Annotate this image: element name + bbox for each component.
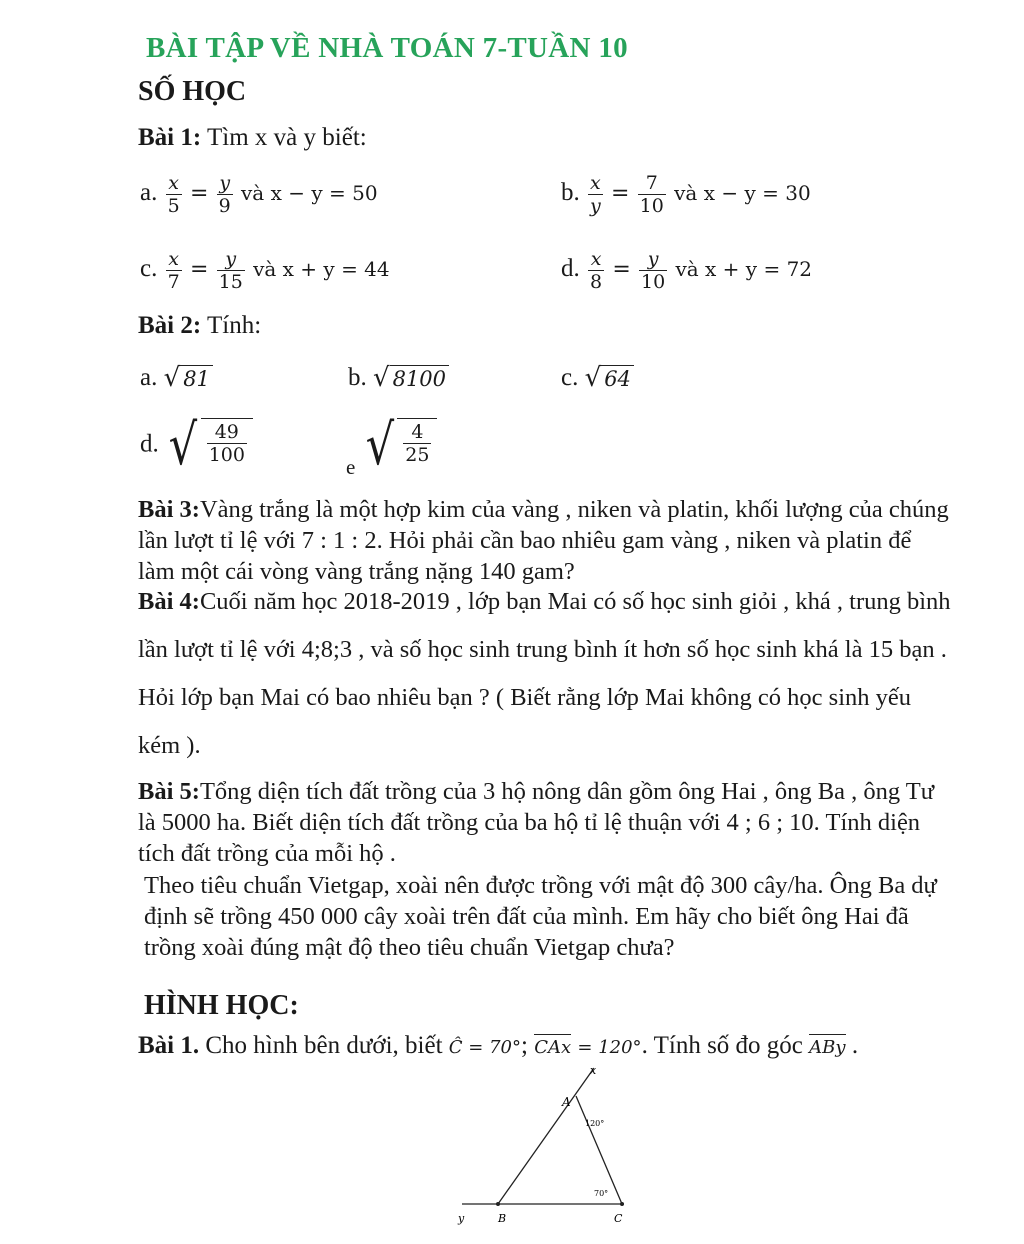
exercise-1-heading xyxy=(138,122,367,155)
angle-cax-value: = 120° xyxy=(577,1037,642,1058)
geometry-exercise-1: Bài 1. Cho hình bên dưới, biết Ĉ = 70°; CAx = 120°. Tính số đo góc ABy . xyxy=(138,1032,859,1059)
exercise-2c xyxy=(561,362,634,395)
exercise-1b: b. $\frac{x}{y}$ = $\frac{7}{10}$ và x − y = 30 xyxy=(561,172,811,217)
angle-aby-name: ABy xyxy=(809,1037,846,1058)
triangle-figure xyxy=(440,1060,660,1240)
fraction-7-over-10: $\frac{7}{10}$ xyxy=(639,172,664,217)
label-x: x xyxy=(590,1064,597,1077)
angle-c-value: Ĉ = 70° xyxy=(448,1037,521,1058)
geometry-exercise-1-text-b: . Tính số đo góc xyxy=(641,1032,803,1059)
sqrt-8100: √ 8100 xyxy=(373,365,449,393)
exercise-1-label: Bài 1: xyxy=(138,124,202,151)
exercise-1b-condition: và x − y = 30 xyxy=(674,181,811,206)
exercise-5 xyxy=(138,776,953,869)
exercise-2-heading xyxy=(138,310,261,343)
exercise-3 xyxy=(138,494,953,587)
label-c: C xyxy=(614,1212,623,1225)
exercise-5-followup: Theo tiêu chuẩn Vietgap, xoài nên được trồng với mật độ 300 cây/ha. Ông Ba dự định sẽ trồng 450 000 cây xoài trên đất của mình. Em hãy cho biết ông Hai đã trồng xoài đúng mật độ theo tiêu chuẩn Vietgap chưa? xyxy=(144,872,937,961)
exercise-4-text: Cuối năm học 2018-2019 , lớp bạn Mai có số học sinh giỏi , khá , trung bình lần lượt tỉ lệ với 4;8;3 , và số học sinh trung bình ít hơn số học sinh khá là 15 bạn . Hỏi lớp bạn Mai có bao nhiêu bạn ? ( Biết rằng lớp Mai không có học sinh yếu kém ). xyxy=(138,588,951,759)
label-b: B xyxy=(498,1212,507,1225)
angle-cax-name: CAx xyxy=(534,1037,572,1058)
fraction-y-over-9: $\frac{y}{9}$ xyxy=(218,172,231,217)
sqrt-81: √ 81 xyxy=(164,365,213,393)
point-c xyxy=(620,1202,624,1206)
fraction-x-over-8: $\frac{x}{8}$ xyxy=(590,248,603,293)
exercise-2-text: Tính: xyxy=(207,312,262,339)
exercise-1a-label: a. xyxy=(140,179,158,207)
exercise-1-text: Tìm x và y biết: xyxy=(207,124,367,151)
fraction-x-over-5: $\frac{x}{5}$ xyxy=(167,172,180,217)
point-b xyxy=(496,1202,500,1206)
section-arithmetic-heading: SỐ HỌC xyxy=(138,76,247,107)
exercise-2d xyxy=(140,413,253,478)
section-geometry-heading: HÌNH HỌC: xyxy=(144,990,299,1021)
label-angle-a: 120° xyxy=(585,1119,605,1128)
geometry-exercise-1-label: Bài 1. xyxy=(138,1032,200,1059)
exercise-3-label: Bài 3: xyxy=(138,496,200,523)
line-ab-extended xyxy=(498,1068,594,1204)
line-ac xyxy=(576,1096,622,1204)
exercise-1a-condition: và x − y = 50 xyxy=(240,181,378,206)
exercise-2e xyxy=(346,413,437,479)
exercise-2b-label: b. xyxy=(348,364,367,391)
exercise-2e-label: e xyxy=(346,454,356,479)
exercise-1d-label: d. xyxy=(561,255,580,283)
label-a: A xyxy=(562,1095,571,1109)
geometry-exercise-1-text-a: Cho hình bên dưới, biết xyxy=(205,1032,443,1059)
fraction-y-over-10: $\frac{y}{10}$ xyxy=(641,248,666,293)
fraction-x-over-7: $\frac{x}{7}$ xyxy=(167,248,180,293)
exercise-4-label: Bài 4: xyxy=(138,588,200,615)
exercise-1c-condition: và x + y = 44 xyxy=(253,257,390,282)
exercise-1d: d. $\frac{x}{8}$ = $\frac{y}{10}$ và x + y = 72 xyxy=(561,248,813,293)
sqrt-64: √ 64 xyxy=(585,365,634,393)
exercise-2d-label: d. xyxy=(140,430,159,458)
exercise-3-text: Vàng trắng là một hợp kim của vàng , niken và platin, khối lượng của chúng lần lượt tỉ lệ với 7 : 1 : 2. Hỏi phải cần bao nhiêu gam vàng , niken và platin để làm một cái vòng vàng trắng nặng 140 gam? xyxy=(138,496,949,585)
label-y: y xyxy=(458,1212,465,1225)
exercise-1c: c. $\frac{x}{7}$ = $\frac{y}{15}$ và x + y = 44 xyxy=(140,248,390,293)
fraction-x-over-y: $\frac{x}{y}$ xyxy=(590,172,601,217)
exercise-2b xyxy=(348,362,449,395)
sqrt-49-over-100: √ $\frac{49}{100}$ xyxy=(165,418,253,474)
exercise-1d-condition: và x + y = 72 xyxy=(675,257,813,282)
exercise-5-label: Bài 5: xyxy=(138,778,200,805)
label-angle-c: 70° xyxy=(594,1189,609,1198)
exercise-2a xyxy=(140,362,213,395)
exercise-2c-label: c. xyxy=(561,364,579,391)
exercise-2a-label: a. xyxy=(140,364,158,391)
exercise-2-label: Bài 2: xyxy=(138,312,202,339)
exercise-1c-label: c. xyxy=(140,255,158,283)
sqrt-4-over-25: √ $\frac{4}{25}$ xyxy=(362,418,438,474)
exercise-4 xyxy=(138,578,953,770)
exercise-1b-label: b. xyxy=(561,179,580,207)
document-title: BÀI TẬP VỀ NHÀ TOÁN 7-TUẦN 10 xyxy=(146,32,628,64)
exercise-1a: a. $\frac{x}{5}$ = $\frac{y}{9}$ và x − y = 50 xyxy=(140,172,378,217)
fraction-y-over-15: $\frac{y}{15}$ xyxy=(218,248,243,293)
exercise-5-text: Tổng diện tích đất trồng của 3 hộ nông dân gồm ông Hai , ông Ba , ông Tư là 5000 ha. Biết diện tích đất trồng của ba hộ tỉ lệ thuận với 4 ; 6 ; 10. Tính diện tích đất trồng của mỗi hộ . xyxy=(138,778,935,867)
